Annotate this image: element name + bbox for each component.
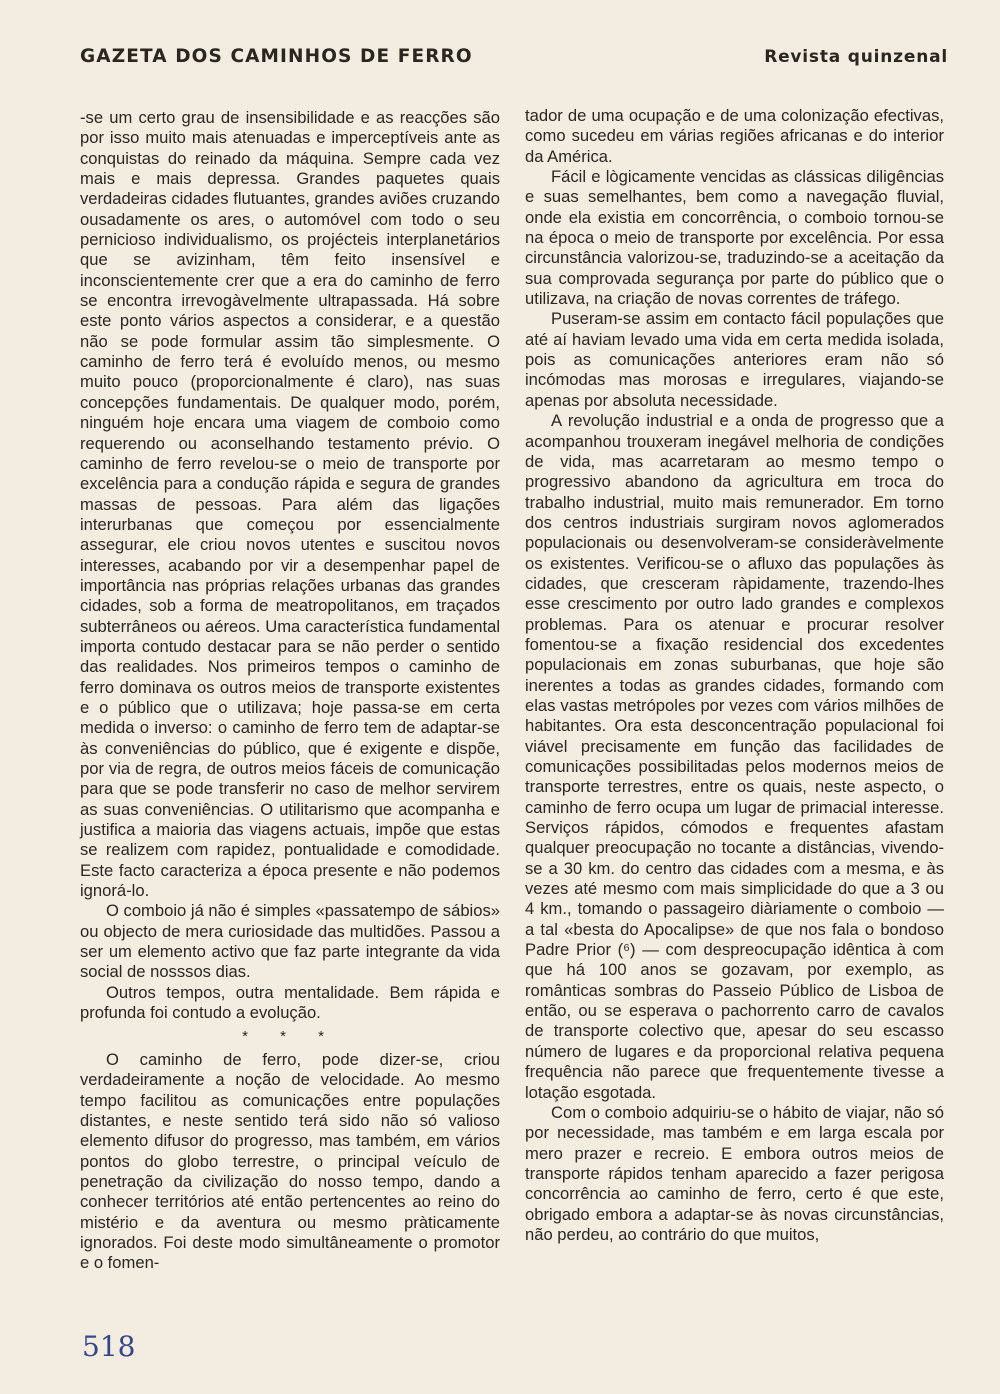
paragraph: Puseram-se assim em contacto fácil populações que até aí haviam levado uma vida em certa medida isolada, pois as comunicações anteriores eram não só incómodas mas morosas e irregulares, viajando-se apenas por absoluta necessidade.	[525, 309, 944, 410]
paragraph: A revolução industrial e a onda de progresso que a acompanhou trouxeram inegável melhoria de condições de vida, mas acarretaram ao mesmo tempo o progressivo abandono da agricultura em troca do trabalho industrial, muito mais remunerador. Em torno dos centros industriais surgiram novos aglomerados populacionais ou desenvolveram-se consideràvelmente os existentes. Verificou-se o afluxo das populações às cidades, que cresceram ràpidamente, trazendo-lhes esse crescimento por outro lado grandes e complexos problemas. Para os atenuar e procurar resolver fomentou-se a fixação residencial dos excedentes populacionais em zonas suburbanas, que hoje são inerentes a todas as grandes cidades, formando com elas vastas metrópoles por vezes com vários milhões de habitantes. Ora esta desconcentração populacional foi viável precisamente em função das facilidades de comunicações possibilitadas pelos modernos meios de transporte terrestres, entre os quais, neste aspecto, o caminho de ferro ocupa um lugar de primacial interesse. Serviços rápidos, cómodos e frequentes afastam qualquer preocupação no tocante a distâncias, vivendo-se a 30 km. do centro das cidades com a mesma, e às vezes até mesmo com mais simplicidade do que a 3 ou 4 km., tomando o passageiro diàriamente o comboio — a tal «besta do Apocalipse» de que nos fala o bondoso Padre Prior (⁶) — com despreocupação idêntica à com que há 100 anos se gozavam, por exemplo, as românticas sombras do Passeio Público de Lisboa de então, ou se esperava o pachorrento carro de cavalos de transporte colectivo que, apesar do seu escasso número de lugares e da proporcional relativa pequena frequência não parece que frequentemente tivesse a lotação esgotada.	[525, 411, 944, 1102]
paragraph: O caminho de ferro, pode dizer-se, criou verdadeiramente a noção de velocidade. Ao mesmo tempo facilitou as comunicações entre populações distantes, e neste sentido terá sido não só valioso elemento difusor do progresso, mas também, em vários pontos do globo terrestre, o principal veículo de penetração da civilização do nosso tempo, dando a conhecer territórios até então pertencentes ao reino do mistério e da aventura ou mesmo pràticamente ignorados. Foi deste modo simultâneamente o promotor e o fomen-	[80, 1049, 500, 1273]
paragraph: Com o comboio adquiriu-se o hábito de viajar, não só por necessidade, mas também e em larga escala por mero prazer e recreio. E embora outros meios de transporte rápidos tenham aparecido a fazer perigosa concorrência ao caminho de ferro, certo é que este, obrigado embora a adaptar-se às novas circunstâncias, não perdeu, ao contrário do que muitos,	[525, 1102, 944, 1244]
paragraph: -se um certo grau de insensibilidade e as reacções são por isso muito mais atenuadas e imperceptíveis ante as conquistas do reinado da máquina. Sempre cada vez mais e mais depressa. Grandes paquetes quais verdadeiras cidades flutuantes, grandes aviões cruzando ousadamente os ares, o automóvel com todo o seu pernicioso individualismo, os projécteis interplanetários que se avizinham, têm feito insensível e inconscientemente crer que a era do caminho de ferro se encontra irrevogàvelmente ultrapassada. Há sobre este ponto vários aspectos a considerar, e a questão não se pode formular assim tão simplesmente. O caminho de ferro terá é evoluído menos, ou mesmo muito pouco (proporcionalmente é claro), nas suas concepções fundamentais. De qualquer modo, porém, ninguém hoje encara uma viagem de comboio como requerendo ou aconselhando testamento prévio. O caminho de ferro revelou-se o meio de transporte por excelência para a condução rápida e segura de grandes massas de pessoas. Para além das ligações interurbanas que começou por essencialmente assegurar, ele criou novos utentes e suscitou novos interesses, acabando por vir a desempenhar papel de importância nas próprias relações urbanas das grandes cidades, sob a forma de meatropolitanos, em traçados subterrâneos ou aéreos. Uma característica fundamental importa contudo destacar para se não perder o sentido das realidades. Nos primeiros tempos o caminho de ferro dominava os outros meios de transporte existentes e o público que o utilizava; hoje passa-se em certa medida o inverso: o caminho de ferro tem de adaptar-se às conveniências do público, que é exigente e dispõe, por via de regra, de outros meios fáceis de comunicação para que se pode transferir no caso de melhor servirem as suas conveniências. O utilitarismo que acompanha e justifica a maioria das viagens actuais, impõe que estas se realizem com rapidez, pontualidade e comodidade. Este facto caracteriza a época presente e não podemos ignorá-lo.	[80, 108, 500, 901]
section-separator: * * *	[242, 1028, 338, 1046]
left-column	[80, 108, 500, 1274]
publication-title: GAZETA DOS CAMINHOS DE FERRO	[80, 46, 473, 67]
page-number: 518	[82, 1330, 136, 1363]
right-column	[525, 106, 944, 1245]
running-header	[80, 46, 948, 67]
paragraph: O comboio já não é simples «passatempo de sábios» ou objecto de mera curiosidade das multidões. Passou a ser um elemento activo que faz parte integrante da vida social de nosssos dias.	[80, 901, 500, 982]
paragraph: Outros tempos, outra mentalidade. Bem rápida e profunda foi contudo a evolução.	[80, 982, 500, 1023]
publication-subtitle: Revista quinzenal	[764, 47, 948, 67]
paragraph: Fácil e lògicamente vencidas as clássicas diligências e suas semelhantes, bem como a navegação fluvial, onde ela existia em concorrência, o comboio tornou-se na época o meio de transporte por excelência. Por essa circunstância valorizou-se, traduzindo-se a aceitação da sua comprovada segurança por parte do público que o utilizava, na criação de novas correntes de tráfego.	[525, 167, 944, 309]
paragraph: tador de uma ocupação e de uma colonização efectivas, como sucedeu em várias regiões africanas e do interior da América.	[525, 106, 944, 166]
